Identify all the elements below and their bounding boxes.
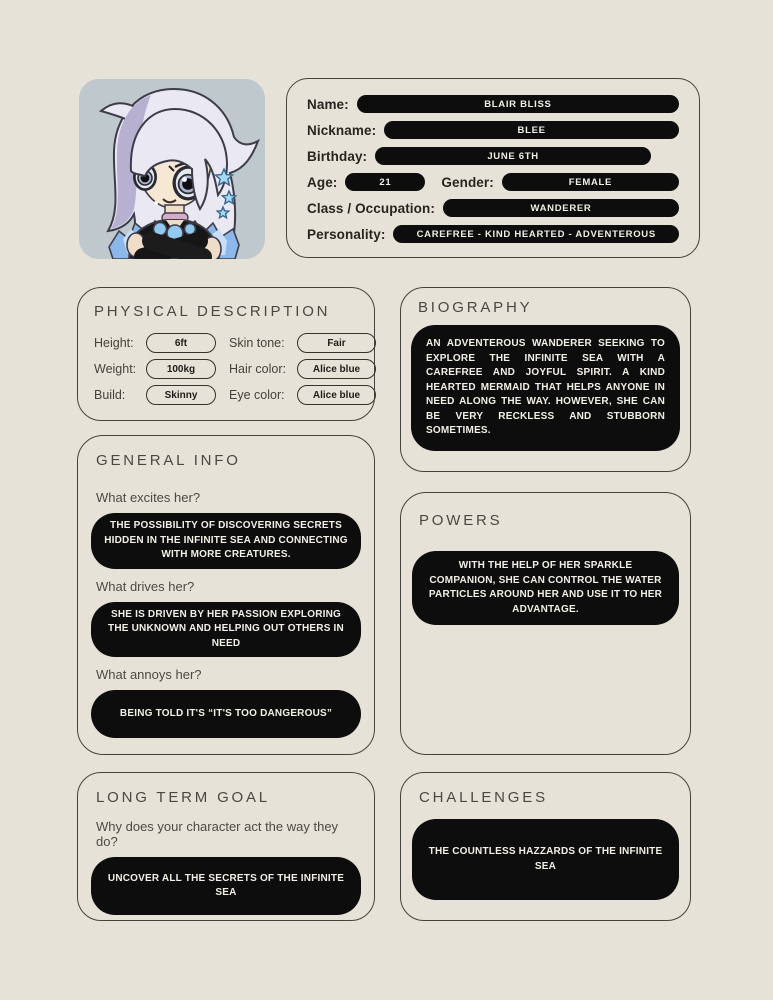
skin-tone-label: Skin tone: [229, 336, 285, 350]
weight-value-pill: 100kg [146, 359, 216, 379]
class-value-pill: WANDERER [443, 199, 679, 217]
name-value-pill: BLAIR BLISS [357, 95, 679, 113]
general-info-card [77, 435, 375, 755]
phys-row-3 [94, 385, 361, 405]
class-occupation-label: Class / Occupation: [307, 200, 435, 216]
birthday-value-pill: JUNE 6TH [375, 147, 651, 165]
powers-text: WITH THE HELP OF HER SPARKLE COMPANION, SHE CAN CONTROL THE WATER PARTICLES AROUND HER AND USE IT TO HER ADVANTAGE. [412, 551, 679, 625]
eye-color-value-pill: Alice blue [297, 385, 376, 405]
goal-answer: UNCOVER ALL THE SECRETS OF THE INFINITE SEA [91, 857, 361, 915]
field-row-birthday [307, 147, 679, 165]
eye-color-label: Eye color: [229, 388, 285, 402]
height-label: Height: [94, 336, 134, 350]
question-annoys: What annoys her? [96, 667, 202, 682]
goal-question: Why does your character act the way they do? [96, 819, 339, 849]
answer-excites: THE POSSIBILITY OF DISCOVERING SECRETS HIDDEN IN THE INFINITE SEA AND CONNECTING WITH MORE CREATURES. [91, 513, 361, 569]
name-label: Name: [307, 96, 349, 112]
powers-title: POWERS [419, 512, 503, 529]
nickname-label: Nickname: [307, 122, 377, 138]
character-portrait [79, 79, 265, 259]
answer-drives: SHE IS DRIVEN BY HER PASSION EXPLORING THE UNKNOWN AND HELPING OUT OTHERS IN NEED [91, 602, 361, 658]
height-value-pill: 6ft [146, 333, 216, 353]
identity-card [286, 78, 700, 258]
build-value-pill: Skinny [146, 385, 216, 405]
challenges-card [400, 772, 691, 921]
field-row-name [307, 95, 679, 113]
challenges-title: CHALLENGES [419, 789, 548, 806]
personality-label: Personality: [307, 226, 386, 242]
gender-value-pill: FEMALE [502, 173, 679, 191]
phys-row-2 [94, 359, 361, 379]
field-row-age-gender [307, 173, 679, 191]
physical-fields [94, 333, 361, 405]
skin-tone-value-pill: Fair [297, 333, 376, 353]
character-illustration [79, 79, 265, 259]
biography-title: BIOGRAPHY [418, 299, 533, 316]
weight-label: Weight: [94, 362, 137, 376]
hair-color-value-pill: Alice blue [297, 359, 376, 379]
biography-card [400, 287, 691, 472]
age-label: Age: [307, 174, 338, 190]
long-term-goal-card [77, 772, 375, 921]
personality-value-pill: CAREFREE - KIND HEARTED - ADVENTEROUS [393, 225, 679, 243]
build-label: Build: [94, 388, 126, 402]
physical-description-title: PHYSICAL DESCRIPTION [94, 303, 331, 320]
challenges-answer: THE COUNTLESS HAZZARDS OF THE INFINITE SEA [412, 819, 679, 900]
powers-card [400, 492, 691, 755]
answer-annoys: BEING TOLD IT'S “IT'S TOO DANGEROUS” [91, 690, 361, 738]
hair-color-label: Hair color: [229, 362, 286, 376]
question-excites: What excites her? [96, 490, 201, 505]
biography-text: AN ADVENTEROUS WANDERER SEEKING TO EXPLORE THE INFINITE SEA WITH A CAREFREE AND JOYFUL SPIRIT. A KIND HEARTED MERMAID THAT HELPS ANYONE IN NEED ALONG THE WAY. HOWEVER, SHE CAN BE VERY RECKLESS AND STUBBORN SOMETIMES. [411, 325, 680, 451]
general-info-title: GENERAL INFO [96, 452, 241, 469]
field-row-nickname [307, 121, 679, 139]
question-drives: What drives her? [96, 578, 195, 594]
physical-description-card [77, 287, 375, 421]
field-row-class [307, 199, 679, 217]
age-value-pill: 21 [345, 173, 425, 191]
birthday-label: Birthday: [307, 148, 368, 164]
long-term-goal-title: LONG TERM GOAL [96, 789, 270, 806]
field-row-personality [307, 225, 679, 243]
gender-label: Gender: [441, 174, 494, 190]
phys-row-1 [94, 333, 358, 353]
nickname-value-pill: BLEE [384, 121, 679, 139]
